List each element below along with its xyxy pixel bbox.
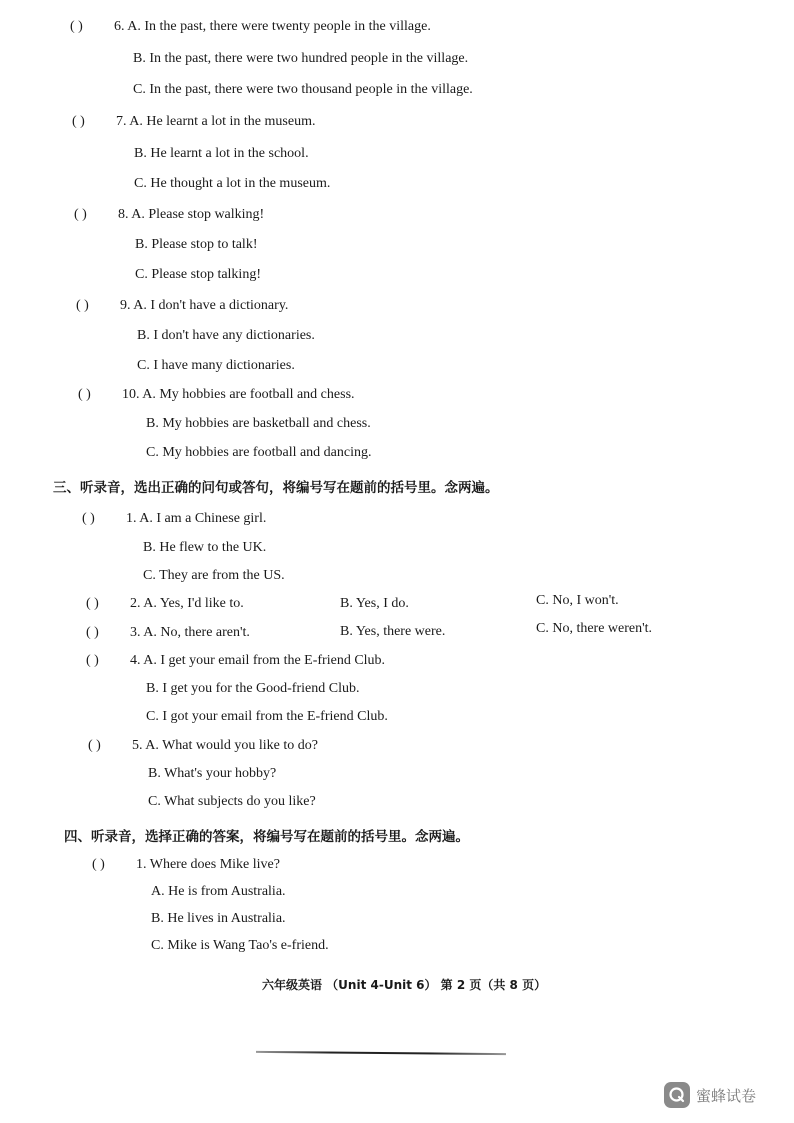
p3-q5-option-c: C. What subjects do you like? bbox=[148, 794, 316, 809]
answer-paren[interactable]: ( ) bbox=[78, 387, 91, 402]
p3-q5-option-b: B. What's your hobby? bbox=[148, 766, 277, 781]
p3-q3-option-b: B. Yes, there were. bbox=[340, 624, 446, 639]
bee-logo-icon bbox=[664, 1082, 690, 1108]
p3-q3-option-a-line bbox=[86, 624, 250, 642]
p3-q1-option-a: 1. A. I am a Chinese girl. bbox=[126, 511, 267, 526]
p3-q2-option-a-line bbox=[86, 595, 244, 613]
q10-option-a-line bbox=[78, 386, 355, 404]
watermark bbox=[664, 1080, 756, 1110]
p3-q3-option-c: C. No, there weren't. bbox=[536, 621, 653, 636]
p3-q2-option-a: 2. A. Yes, I'd like to. bbox=[130, 596, 244, 611]
p4-q1-option-a: A. He is from Australia. bbox=[151, 884, 286, 899]
p3-q1-option-c: C. They are from the US. bbox=[143, 568, 285, 583]
p3-q2-option-b: B. Yes, I do. bbox=[340, 596, 409, 611]
q9-option-b: B. I don't have any dictionaries. bbox=[137, 328, 315, 343]
p3-q4-option-c: C. I got your email from the E-friend Club. bbox=[146, 709, 388, 724]
p4-q1-option-c: C. Mike is Wang Tao's e-friend. bbox=[151, 938, 329, 953]
q6-option-a: 6. A. In the past, there were twenty people in the village. bbox=[114, 19, 431, 34]
answer-paren[interactable]: ( ) bbox=[88, 738, 101, 753]
q6-option-a-line bbox=[70, 18, 431, 36]
q9-option-c: C. I have many dictionaries. bbox=[137, 358, 295, 373]
q10-option-b: B. My hobbies are basketball and chess. bbox=[146, 416, 371, 431]
q8-option-a: 8. A. Please stop walking! bbox=[118, 207, 265, 222]
answer-paren[interactable]: ( ) bbox=[74, 207, 87, 222]
p3-q1-option-b: B. He flew to the UK. bbox=[143, 540, 267, 555]
q6-option-b: B. In the past, there were two hundred people in the village. bbox=[133, 51, 469, 66]
answer-paren[interactable]: ( ) bbox=[70, 19, 83, 34]
answer-paren[interactable]: ( ) bbox=[92, 857, 105, 872]
p3-q5-option-a: 5. A. What would you like to do? bbox=[132, 738, 318, 753]
q9-option-a: 9. A. I don't have a dictionary. bbox=[120, 298, 289, 313]
p3-q4-option-a: 4. A. I get your email from the E-friend Club. bbox=[130, 653, 386, 668]
p3-q4-option-b: B. I get you for the Good-friend Club. bbox=[146, 681, 360, 696]
watermark-text: 蜜蜂试卷 bbox=[696, 1086, 757, 1105]
section-four-heading: 四、听录音，选择正确的答案，将编号写在题前的括号里。念两遍。 bbox=[64, 829, 469, 845]
answer-paren[interactable]: ( ) bbox=[86, 625, 99, 640]
q7-option-b: B. He learnt a lot in the school. bbox=[134, 146, 309, 161]
page-footer: 六年级英语 （Unit 4-Unit 6） 第 2 页（共 8 页） bbox=[262, 978, 547, 992]
answer-paren[interactable]: ( ) bbox=[86, 596, 99, 611]
q7-option-a-line bbox=[72, 113, 315, 131]
answer-paren[interactable]: ( ) bbox=[72, 114, 85, 129]
q8-option-a-line bbox=[74, 206, 264, 224]
p3-q4-option-a-line bbox=[86, 652, 385, 670]
answer-paren[interactable]: ( ) bbox=[76, 298, 89, 313]
divider-line bbox=[256, 1051, 506, 1055]
q9-option-a-line bbox=[76, 297, 288, 315]
q10-option-a: 10. A. My hobbies are football and chess. bbox=[122, 387, 355, 402]
q6-option-c: C. In the past, there were two thousand people in the village. bbox=[133, 82, 473, 97]
q8-option-c: C. Please stop talking! bbox=[135, 267, 261, 282]
p3-q1-option-a-line bbox=[82, 510, 266, 528]
p3-q2-option-c: C. No, I won't. bbox=[536, 593, 619, 608]
section-three-heading: 三、听录音，选出正确的问句或答句，将编号写在题前的括号里。念两遍。 bbox=[53, 480, 499, 496]
q7-option-c: C. He thought a lot in the museum. bbox=[134, 176, 331, 191]
p3-q3-option-a: 3. A. No, there aren't. bbox=[130, 625, 250, 640]
q8-option-b: B. Please stop to talk! bbox=[135, 237, 258, 252]
p4-q1-option-b: B. He lives in Australia. bbox=[151, 911, 286, 926]
answer-paren[interactable]: ( ) bbox=[86, 653, 99, 668]
p4-q1-stem: 1. Where does Mike live? bbox=[136, 857, 280, 872]
q10-option-c: C. My hobbies are football and dancing. bbox=[146, 445, 372, 460]
p3-q5-option-a-line bbox=[88, 737, 318, 755]
p4-q1-stem-line bbox=[92, 856, 280, 874]
q7-option-a: 7. A. He learnt a lot in the museum. bbox=[116, 114, 316, 129]
answer-paren[interactable]: ( ) bbox=[82, 511, 95, 526]
